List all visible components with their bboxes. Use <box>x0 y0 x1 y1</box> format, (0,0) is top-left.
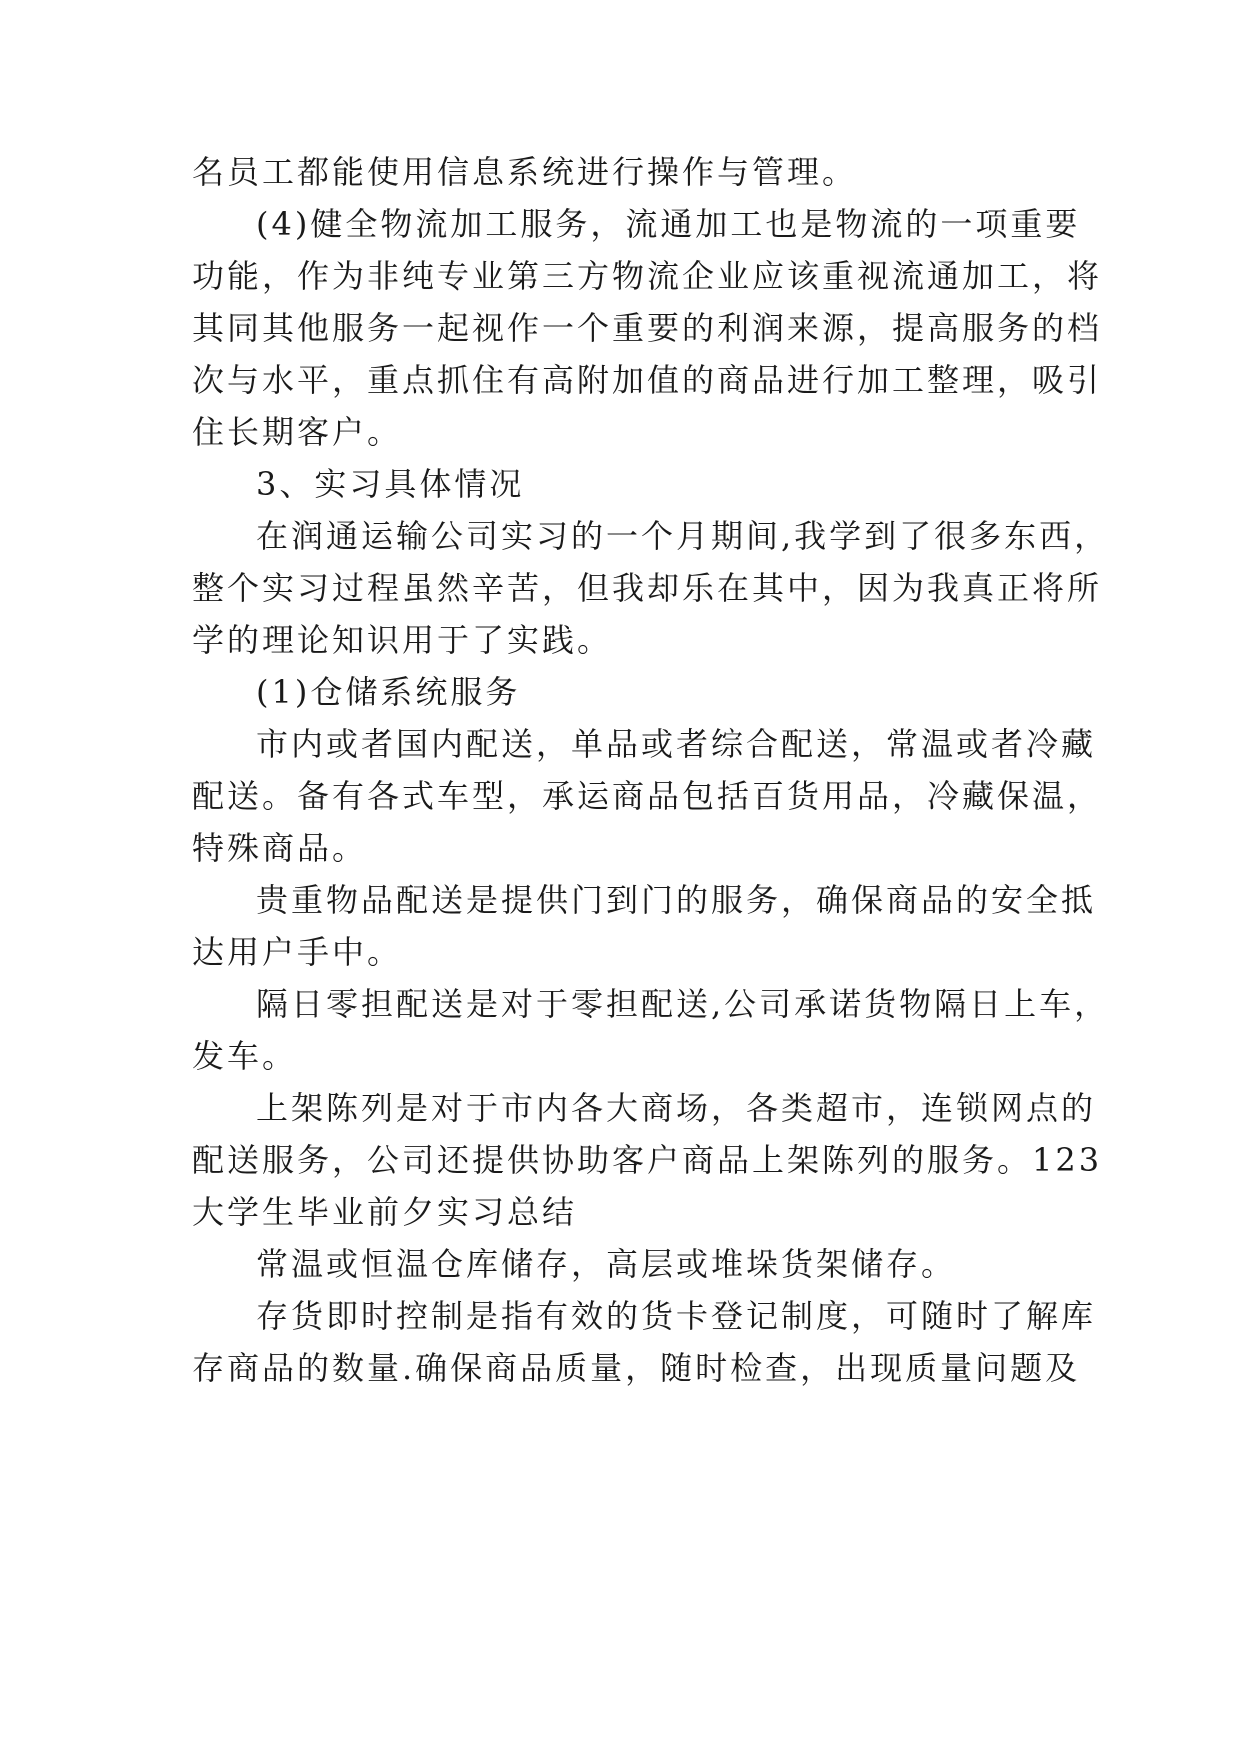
text-line: 特殊商品。 <box>192 829 368 867</box>
text-line: 名员工都能使用信息系统进行操作与管理。 <box>192 153 858 191</box>
text-line: 次与水平，重点抓住有高附加值的商品进行加工整理，吸引 <box>192 361 1103 399</box>
section-heading: 3、实习具体情况 <box>256 465 525 503</box>
text-line: 配送服务，公司还提供协助客户商品上架陈列的服务。123 <box>192 1141 1103 1179</box>
text-line: 住长期客户。 <box>192 413 403 451</box>
text-line: 存货即时控制是指有效的货卡登记制度，可随时了解库 <box>256 1297 1097 1335</box>
subsection-heading: (1)仓储系统服务 <box>256 673 521 711</box>
text-line: 市内或者国内配送，单品或者综合配送，常温或者冷藏 <box>256 725 1097 763</box>
text-line: 功能，作为非纯专业第三方物流企业应该重视流通加工，将 <box>192 257 1103 295</box>
text-line: 发车。 <box>192 1037 298 1075</box>
text-line: (4)健全物流加工服务，流通加工也是物流的一项重要 <box>256 205 1081 243</box>
text-line: 存商品的数量.确保商品质量，随时检查，出现质量问题及 <box>192 1349 1081 1387</box>
text-line: 常温或恒温仓库储存，高层或堆垛货架储存。 <box>256 1245 957 1283</box>
text-line: 其同其他服务一起视作一个重要的利润来源，提高服务的档 <box>192 309 1103 347</box>
text-line: 在润通运输公司实习的一个月期间,我学到了很多东西， <box>256 517 1110 555</box>
text-line: 贵重物品配送是提供门到门的服务，确保商品的安全抵 <box>256 881 1097 919</box>
text-line: 学的理论知识用于了实践。 <box>192 621 613 659</box>
text-line: 隔日零担配送是对于零担配送,公司承诺货物隔日上车， <box>256 985 1110 1023</box>
text-line: 大学生毕业前夕实习总结 <box>192 1193 578 1231</box>
text-line: 上架陈列是对于市内各大商场，各类超市，连锁网点的 <box>256 1089 1097 1127</box>
text-line: 达用户手中。 <box>192 933 403 971</box>
text-line: 整个实习过程虽然辛苦，但我却乐在其中，因为我真正将所 <box>192 569 1103 607</box>
text-line: 配送。备有各式车型，承运商品包括百货用品，冷藏保温， <box>192 777 1103 815</box>
